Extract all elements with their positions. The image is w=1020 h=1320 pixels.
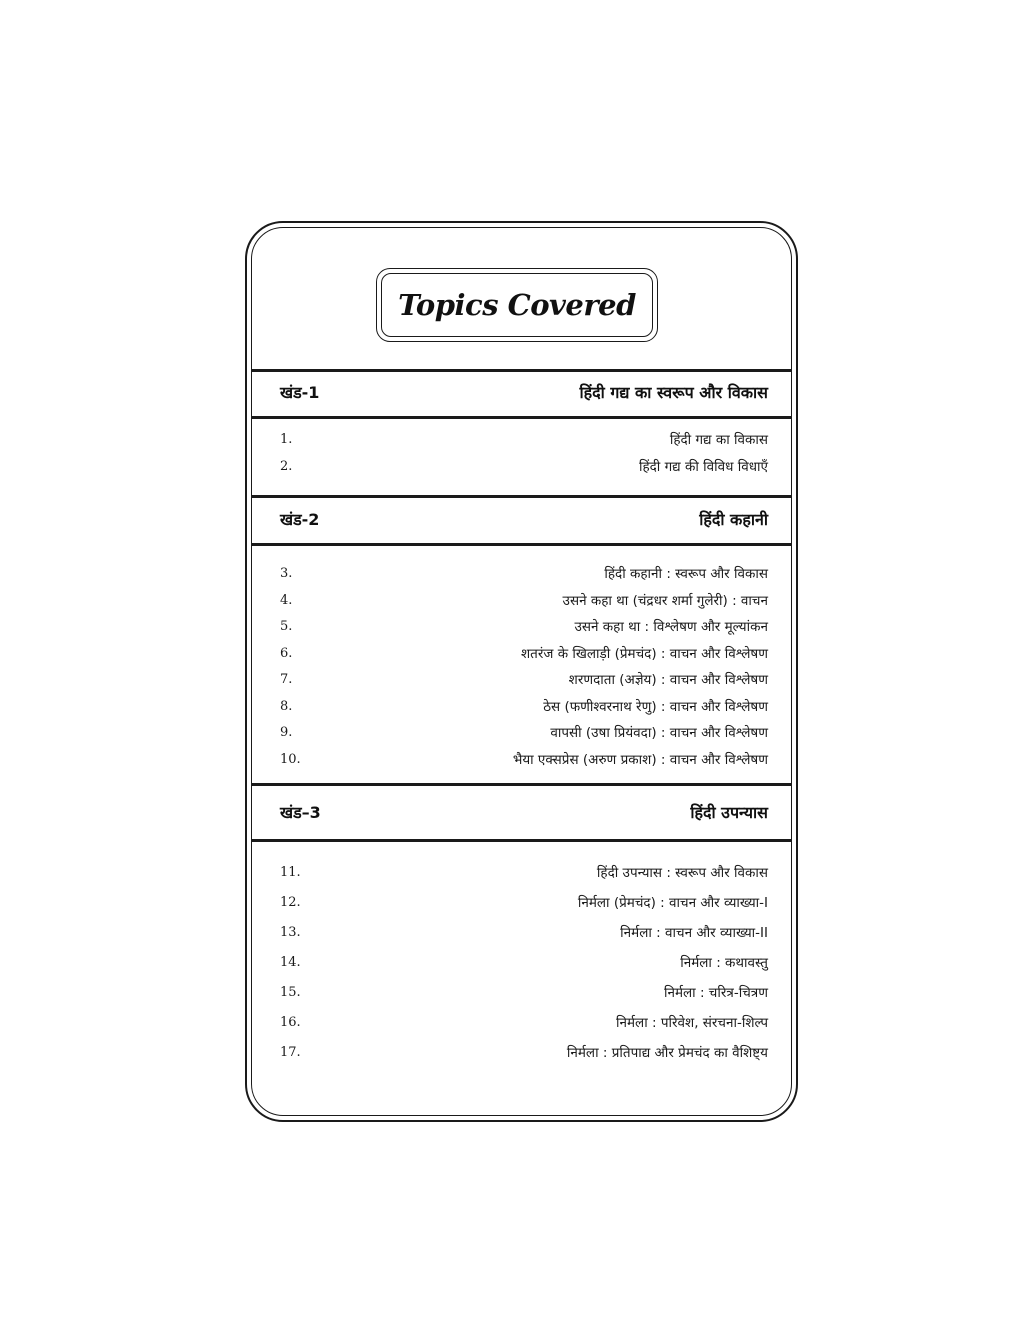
item-number: 8. bbox=[280, 698, 293, 714]
list-item bbox=[280, 950, 768, 974]
list-item bbox=[280, 720, 768, 744]
item-number: 7. bbox=[280, 671, 293, 687]
item-text: भैया एक्सप्रेस (अरुण प्रकाश) : वाचन और विश्लेषण bbox=[512, 752, 768, 768]
item-number: 9. bbox=[280, 724, 293, 740]
item-text: निर्मला : परिवेश, संरचना-शिल्प bbox=[615, 1015, 768, 1031]
item-text: निर्मला (प्रेमचंद) : वाचन और व्याख्या-I bbox=[577, 895, 768, 911]
section-2-label: खंड-2 bbox=[280, 510, 320, 529]
item-number: 12. bbox=[280, 894, 301, 910]
item-number: 13. bbox=[280, 924, 301, 940]
section-2-bottom-rule bbox=[252, 543, 792, 546]
item-text: हिंदी उपन्यास : स्वरूप और विकास bbox=[596, 865, 768, 881]
item-number: 17. bbox=[280, 1044, 301, 1060]
section-3-title: हिंदी उपन्यास bbox=[690, 803, 768, 822]
list-item bbox=[280, 641, 768, 665]
list-item bbox=[280, 1010, 768, 1034]
item-number: 3. bbox=[280, 565, 293, 581]
list-item bbox=[280, 860, 768, 884]
item-text: शतरंज के खिलाड़ी (प्रेमचंद) : वाचन और विश्लेषण bbox=[521, 646, 768, 662]
list-item bbox=[280, 588, 768, 612]
list-item bbox=[280, 561, 768, 585]
section-1-header bbox=[280, 377, 768, 407]
item-number: 15. bbox=[280, 984, 301, 1000]
section-1-title: हिंदी गद्य का स्वरूप और विकास bbox=[579, 383, 768, 402]
item-text: हिंदी गद्य का विकास bbox=[669, 432, 768, 448]
item-number: 11. bbox=[280, 864, 301, 880]
section-2-top-rule bbox=[252, 495, 792, 498]
list-item bbox=[280, 454, 768, 478]
section-2-header bbox=[280, 504, 768, 534]
list-item bbox=[280, 667, 768, 691]
list-item bbox=[280, 1040, 768, 1064]
section-1-bottom-rule bbox=[252, 416, 792, 419]
item-number: 10. bbox=[280, 751, 301, 767]
item-number: 2. bbox=[280, 458, 293, 474]
item-text: निर्मला : कथावस्तु bbox=[680, 955, 768, 971]
section-3-top-rule bbox=[252, 783, 792, 786]
section-1-label: खंड-1 bbox=[280, 383, 320, 402]
item-text: शरणदाता (अज्ञेय) : वाचन और विश्लेषण bbox=[568, 672, 768, 688]
item-number: 6. bbox=[280, 645, 293, 661]
list-item bbox=[280, 920, 768, 944]
section-3-label: खंड–3 bbox=[280, 803, 321, 822]
item-number: 14. bbox=[280, 954, 301, 970]
list-item bbox=[280, 694, 768, 718]
list-item bbox=[280, 427, 768, 451]
page-title: Topics Covered bbox=[398, 288, 636, 322]
item-text: ठेस (फणीश्वरनाथ रेणु) : वाचन और विश्लेषण bbox=[543, 699, 768, 715]
list-item bbox=[280, 980, 768, 1004]
item-number: 1. bbox=[280, 431, 293, 447]
item-text: निर्मला : चरित्र-चित्रण bbox=[663, 985, 768, 1001]
item-text: निर्मला : प्रतिपाद्य और प्रेमचंद का वैशिष्ट्य bbox=[566, 1045, 768, 1061]
item-text: निर्मला : वाचन और व्याख्या-II bbox=[620, 925, 768, 941]
section-3-header bbox=[280, 797, 768, 827]
item-text: हिंदी गद्य की विविध विधाएँ bbox=[638, 459, 768, 475]
item-number: 4. bbox=[280, 592, 293, 608]
list-item bbox=[280, 614, 768, 638]
section-3-bottom-rule bbox=[252, 839, 792, 842]
item-text: हिंदी कहानी : स्वरूप और विकास bbox=[604, 566, 768, 582]
item-text: उसने कहा था : विश्लेषण और मूल्यांकन bbox=[574, 619, 768, 635]
item-number: 16. bbox=[280, 1014, 301, 1030]
list-item bbox=[280, 747, 768, 771]
list-item bbox=[280, 890, 768, 914]
section-2-title: हिंदी कहानी bbox=[699, 510, 768, 529]
item-number: 5. bbox=[280, 618, 293, 634]
item-text: वापसी (उषा प्रियंवदा) : वाचन और विश्लेषण bbox=[550, 725, 768, 741]
item-text: उसने कहा था (चंद्रधर शर्मा गुलेरी) : वाचन bbox=[562, 593, 768, 609]
section-1-top-rule bbox=[252, 369, 792, 372]
